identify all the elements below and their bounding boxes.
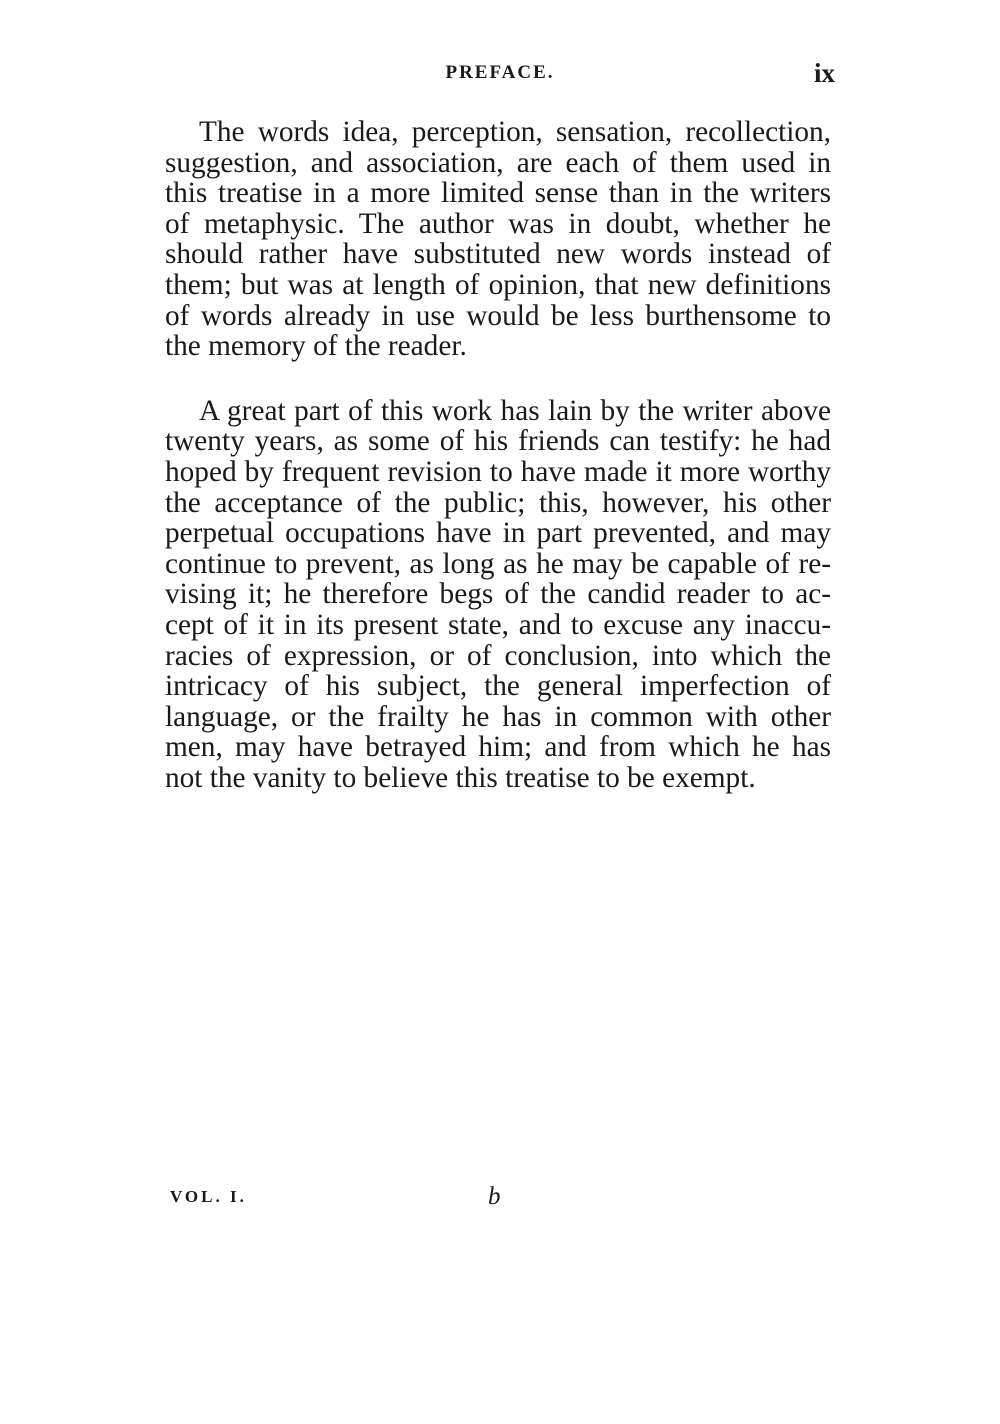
sheet-signature: b [488, 1183, 501, 1210]
running-title: PREFACE. [445, 62, 555, 83]
text-line: continue to prevent, as long as he may be capable of re- [165, 547, 831, 580]
running-head [165, 58, 835, 94]
volume-signature: VOL. I. [170, 1187, 247, 1206]
text-line: cept of it in its present state, and to excuse any inaccu- [165, 608, 831, 641]
text-line: men, may have betrayed him; and from which he has [165, 731, 831, 764]
text-line: the memory of the reader. [165, 330, 467, 363]
paragraph-1 [165, 117, 831, 362]
text-line: the acceptance of the public; this, however, his other [165, 486, 831, 519]
text-line: of words already in use would be less burthensome to [165, 299, 831, 332]
text-line: intricacy of his subject, the general imperfection of [165, 670, 831, 703]
text-line: twenty years, as some of his friends can testify: he had [165, 425, 831, 458]
text-line: suggestion, and association, are each of them used in [165, 146, 831, 179]
text-line: A great part of this work has lain by the writer above [199, 394, 831, 427]
text-line: The words idea, perception, sensation, recollection, [199, 116, 831, 148]
text-line: racies of expression, or of conclusion, into which the [165, 639, 831, 672]
text-line: them; but was at length of opinion, that new definitions [165, 268, 831, 301]
paragraph-2 [165, 396, 831, 794]
text-line: of metaphysic. The author was in doubt, whether he [165, 207, 831, 240]
text-line: language, or the frailty he has in common with other [165, 700, 831, 733]
text-line: not the vanity to believe this treatise to be exempt. [165, 761, 756, 794]
body-text [165, 117, 831, 793]
text-line: hoped by frequent revision to have made it more worthy [165, 455, 831, 488]
text-line: should rather have substituted new words instead of [165, 238, 831, 271]
page-footer [170, 1185, 570, 1215]
text-line: perpetual occupations have in part prevented, and may [165, 517, 831, 550]
text-line: vising it; he therefore begs of the candid reader to ac- [165, 578, 831, 611]
page-number: ix [813, 58, 835, 88]
text-line: this treatise in a more limited sense than in the writers [165, 177, 831, 210]
